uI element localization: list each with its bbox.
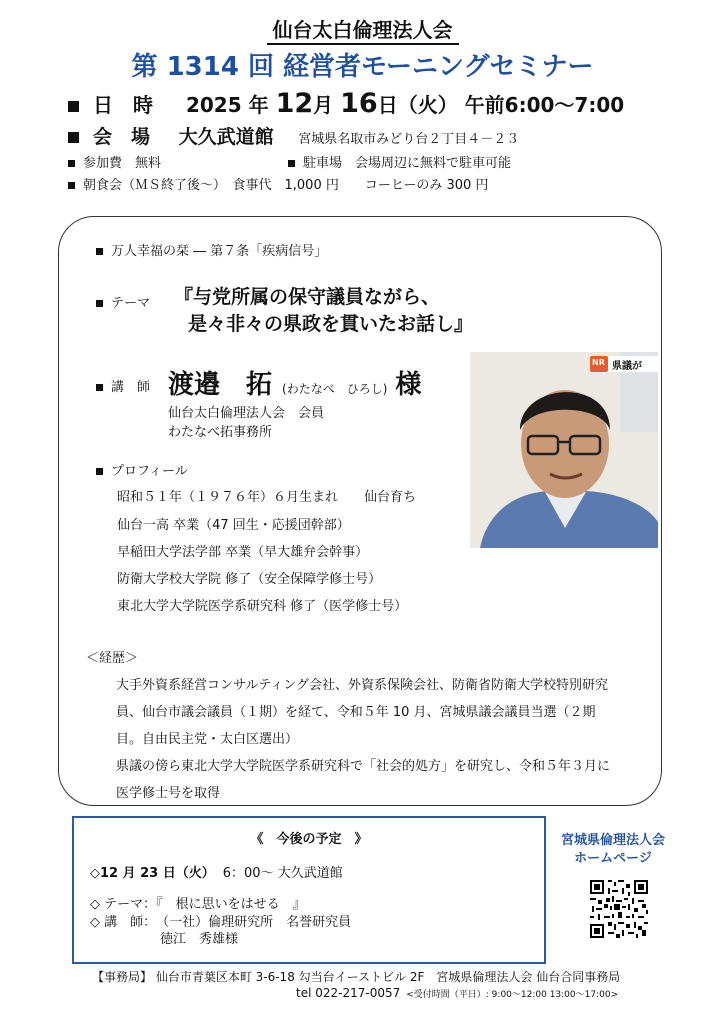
homepage-line-1: 宮城県倫理法人会	[560, 833, 665, 848]
career-line: 大手外資系経営コンサルティング会社、外資系保険会社、防衛省防衛大学校特別研究	[116, 678, 609, 693]
footer-contact	[296, 986, 618, 1000]
parking-row	[288, 152, 511, 171]
speaker-name-row	[168, 364, 421, 401]
homepage-line-2: ホームページ	[574, 851, 652, 866]
profile-line: 仙台一高 卒業（47 回生・応援団幹部）	[117, 518, 350, 533]
theme-line-2: 是々非々の県政を貫いたお話し』	[188, 313, 474, 335]
qr-code-graphic	[588, 878, 650, 940]
date-year: 2025 年	[185, 93, 269, 117]
homepage-label[interactable]	[548, 832, 678, 868]
speaker-honorific: 様	[395, 370, 422, 400]
speaker-photo	[470, 352, 658, 548]
square-bullet-icon	[96, 384, 103, 391]
date-label: 日 時	[93, 93, 153, 117]
square-bullet-icon	[288, 160, 295, 167]
theme-label: テーマ	[111, 296, 151, 311]
footer-hours: <受付時間（平日）: 9:00～12:00 13:00～17:00>	[406, 990, 619, 1000]
career-title: ＜経歴＞	[86, 651, 139, 666]
banzi-text: 万人幸福の栞 ― 第７条「疾病信号」	[111, 244, 328, 259]
square-bullet-icon	[68, 101, 79, 112]
speaker-label-row	[96, 376, 150, 395]
speaker-portrait-icon	[470, 352, 658, 548]
photo-caption: 県議が	[612, 361, 642, 372]
speaker-name: 渡邉 拓	[168, 370, 273, 400]
parking-text: 駐車場 会場周辺に無料で駐車可能	[303, 156, 512, 171]
schedule-title: 《 今後の予定 》	[250, 832, 368, 847]
schedule-date: ◇12 月 23 日（火）	[90, 866, 215, 881]
date-time: 午前6:00～7:00	[464, 93, 625, 117]
date-day-unit: 日（火）	[377, 93, 458, 117]
date-day: 16	[340, 88, 378, 119]
footer-office: 【事務局】 仙台市青葉区本町 3-6-18 勾当台イーストビル 2F 宮城県倫理法人会 仙台合同事務局	[92, 970, 621, 984]
theme-line-1: 『与党所属の保守議員ながら、	[174, 286, 441, 308]
venue-name: 大久武道館	[178, 126, 274, 148]
seminar-title: 第 1314 回 経営者モーニングセミナー	[131, 52, 594, 82]
banzi-row	[96, 240, 327, 259]
profile-line: 東北大学大学院医学系研究科 修了（医学修士号）	[117, 599, 408, 614]
career-line: 医学修士号を取得	[116, 786, 221, 801]
fee-row	[68, 152, 161, 171]
fee-text: 参加費 無料	[83, 156, 162, 171]
speaker-kana: (わたなべ ひろし)	[282, 382, 388, 396]
schedule-speaker: ◇ 講 師： （一社）倫理研究所 名誉研究員	[90, 915, 352, 930]
square-bullet-icon	[68, 182, 75, 189]
schedule-speaker-name: 徳江 秀雄様	[160, 932, 239, 947]
profile-label: プロフィール	[111, 464, 188, 479]
theme-label-row	[96, 292, 150, 311]
square-bullet-icon	[96, 248, 103, 255]
schedule-date-row	[90, 862, 343, 881]
career-line: 目。自由民主党・太白区選出）	[116, 732, 299, 747]
career-line: 員、仙台市議会議員（１期）を経て、令和５年 10 月、宮城県議会議員当選（２期	[116, 705, 596, 720]
venue-address: 宮城県名取市みどり台２丁目４－２３	[298, 132, 520, 147]
square-bullet-icon	[68, 132, 79, 143]
speaker-label: 講 師	[111, 380, 151, 395]
breakfast-text: 朝食会（ＭＳ終了後～） 食事代 1,000 円 コーヒーのみ 300 円	[83, 178, 489, 193]
organizer-name: 仙台太白倫理法人会	[267, 18, 459, 45]
square-bullet-icon	[68, 160, 75, 167]
date-month: 12	[275, 88, 314, 119]
organizer-title	[0, 14, 725, 43]
square-bullet-icon	[96, 300, 103, 307]
profile-line: 昭和５１年（１９７６年）６月生まれ 仙台育ち	[117, 490, 417, 505]
square-bullet-icon	[96, 468, 103, 475]
career-line: 県議の傍ら東北大学大学院医学系研究科で「社会的処方」を研究し、令和５年３月に	[116, 759, 611, 774]
theme-text	[174, 284, 473, 338]
profile-line: 早稲田大学法学部 卒業（早大雄弁会幹事）	[117, 545, 369, 560]
breakfast-row	[68, 174, 488, 193]
footer-tel[interactable]: tel 022-217-0057	[296, 986, 401, 1000]
date-month-unit: 月	[313, 93, 334, 117]
schedule-time-venue: 6：00～ 大久武道館	[222, 866, 343, 881]
profile-line: 防衛大学校大学院 修了（安全保障学修士号）	[117, 572, 382, 587]
photo-badge: NR	[592, 358, 605, 367]
venue-row	[68, 122, 519, 149]
speaker-affiliation-2: わたなべ拓事務所	[168, 425, 273, 440]
date-row	[68, 88, 624, 119]
speaker-affiliation-1: 仙台太白倫理法人会 会員	[168, 406, 325, 421]
profile-label-row	[96, 460, 188, 479]
schedule-theme: ◇ テーマ：『 根に思いをはせる 』	[90, 897, 306, 912]
venue-label: 会 場	[93, 126, 151, 148]
qr-code-icon[interactable]	[588, 878, 650, 940]
